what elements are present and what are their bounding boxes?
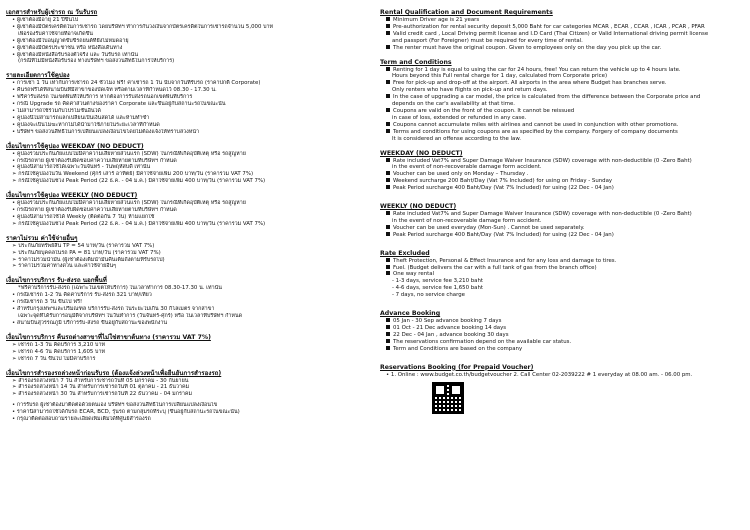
square-bullet-icon [386,31,390,35]
spacer [380,52,742,56]
line-text: ราคานี้สามารถใช้ได้กับรถ ECAR, BCD, รุ่นรถ ตามกลุ่มรถที่ระบุ (ขึ้นอยู่กับสถานะรถในขณะนั้น) [16,409,240,416]
line-text: and passport (For Foreigner) must be required for every time of rental. [392,37,583,44]
bullet-line [380,158,742,165]
bullet-line [380,346,742,353]
square-bullet-icon [386,158,390,162]
line-text: WEEKDAY (NO DEDUCT) [380,149,463,157]
arrow-bullet-icon: ➢ [12,178,19,185]
square-bullet-icon [386,211,390,215]
line-text: Free for pick-up and drop-off at the airport. All airports in the area where Budget has branches serve. [393,80,667,87]
arrow-bullet-icon: ➢ [12,249,19,256]
arrow-bullet-icon: ➢ [12,391,19,398]
thai-terms-column [6,6,368,423]
bullet-dot-icon: • [12,409,17,416]
square-bullet-icon [386,94,390,98]
line-text: ผู้เช่าต้องมีอายุ 21 ปีขึ้นไป [16,17,79,23]
line-text: คูปองรวมประกันภัยแบบไม่มีค่าความเสียหายส่วนแรก (SDW) ในกรณีที่เกิดอุบัติเหตุ หรือ รถสูญหาย [16,200,246,207]
section-heading [6,277,368,285]
spacer [6,65,368,69]
arrow-bullet-icon: ➢ [12,242,19,249]
section-heading [380,203,742,211]
line-text: กรณีใช้คูปองในวัน Weekend (ศุกร์ เสาร์ อาทิตย์) มีค่าใช้จ่ายเพิ่ม 200 บาท/วัน (ราคารวม VAT 7%) [18,171,254,178]
line-text: The renter must have the original coupon. Given to employees only on the day you pick up the car. [393,44,662,51]
square-bullet-icon [386,271,390,275]
line-text: It is considered an offense according to the law. [392,135,521,142]
spacer [6,270,368,274]
continuation-line [380,285,742,292]
line-text: กรณีรถหาย ผู้เช่าต้องรับผิดชอบค่าความเสียหายตามที่บริษัทฯ กำหนด [16,157,177,164]
bullet-line [6,263,368,270]
line-text: กรุณาติดต่อสอบถามรายละเอียดเพิ่มเติมได้ที่ศูนย์สำรองรถ [16,416,151,423]
square-bullet-icon [386,24,390,28]
bullet-line [6,17,368,24]
bullet-line [380,67,742,74]
bullet-line [380,108,742,115]
line-text: Coupons are valid on the front of the coupon. It cannot be reissued [393,107,575,114]
bullet-dot-icon: • [12,23,17,30]
line-text: Weekend surcharge 200 Baht/Day (Vat 7% Included) for using on Friday - Sunday [393,178,613,185]
line-text: in the event of non-recoverable damage form accident. [392,164,542,171]
bullet-line [6,38,368,45]
bullet-line [6,299,368,306]
line-text: การเช่า 1 วัน เท่ากับการเช่ารถ 24 ชั่วโมง ฟรี! ค่าเช่ารถ 1 วัน นับจากวันที่รับรถ (ราคาปกติ Corporate) [16,80,261,87]
continuation-line [380,38,742,45]
bullet-line [380,325,742,332]
spacer [6,363,368,367]
line-text: คืนรถฟรีได้ที่สนามบินที่มีสาขาของบัดเจ็ท หรือตามเวลาที่กำหนดไว้ 08.30 - 17.30 น. [16,87,217,94]
continuation-line [6,285,368,292]
square-bullet-icon [386,178,390,182]
bullet-line [6,108,368,115]
line-text: เงื่อนไขการใช้คูปอง WEEKDAY (NO DEDUCT) [6,142,144,150]
square-bullet-icon [386,129,390,133]
continuation-line [380,87,742,94]
section-heading [6,235,368,243]
continuation-line [380,101,742,108]
arrow-bullet-icon: ➢ [12,341,19,348]
arrow-bullet-icon: ➢ [12,263,19,270]
line-text: การรับรถ ผู้เช่าต้องมาติดต่อด้วยตนเอง บริษัทฯ ขอสงวนสิทธิ์ในการเปลี่ยนแปลงเงื่อนไข [16,402,218,409]
bullet-dot-icon: • [12,94,17,101]
section-heading [380,9,742,17]
line-text: 1. Online : www.budget.co.th/budgetvoucher 2. Call Center 02-2039222 # 1 everyday at 08.00 am. - 06.00 pm. [390,371,693,378]
bullet-dot-icon: • [12,200,17,207]
arrow-bullet-icon: ➢ [12,220,19,227]
bullet-line [6,129,368,136]
spacer [380,143,742,147]
line-text: in case of loss, extended or refunded in any case. [392,114,527,121]
bullet-line [6,178,368,185]
line-text: WEEKLY (NO DEDUCT) [380,203,457,211]
line-text: Voucher can be used everyday (Mon-Sun) . Cannot be used separately. [393,224,585,231]
line-text: เช่ารถ 7 วัน ขึ้นไป ไม่มีค่าบริการ [18,355,96,362]
section-heading [6,143,368,151]
line-text: คูปองนี้สามารถใช้ได้ Weekly (ติดต่อกัน 7 วัน) ห้ามแยกใช้ [16,213,155,220]
bullet-line [380,31,742,38]
bullet-line [380,178,742,185]
bullet-dot-icon: • [12,164,17,171]
bullet-line [6,356,368,363]
line-text: Terms and conditions for using coupons are as specified by the company. Forgery of company documents [393,128,678,135]
spacer [380,196,742,200]
bullet-line [6,207,368,214]
square-bullet-icon [386,108,390,112]
line-text: คูปองรวมประกันภัยแบบไม่มีค่าความเสียหายส่วนแรก (SDW) ในกรณีที่เกิดอุบัติเหตุ หรือ รถสูญหาย [16,150,246,157]
bullet-line [6,200,368,207]
line-text: เงื่อนไขการบริการ รับ-ส่งรถ นอกพื้นที่ [6,277,107,285]
bullet-line [380,265,742,272]
line-text: 22 Dec - 04 Jan , advance booking 30 days [393,331,509,338]
continuation-line [380,164,742,171]
continuation-line [380,278,742,285]
bullet-dot-icon: • [12,44,17,51]
section-heading [380,364,742,372]
section-heading [6,370,368,378]
continuation-line [6,313,368,320]
arrow-bullet-icon: ➢ [12,377,19,384]
line-text: คูปองนี้สามารถใช้ได้เฉพาะวันจันทร์ - วันพฤหัสบดี เท่านั้น [16,164,151,171]
bullet-line [6,409,368,416]
line-text: Rental Qualification and Document Requirements [380,9,553,16]
bullet-dot-icon: • [12,128,17,135]
bullet-dot-icon: • [12,114,17,121]
spacer [6,136,368,140]
bullet-line [380,339,742,346]
line-text: กรณีเช่ารถ 3 วัน ขึ้นไป ฟรี! [16,299,83,306]
square-bullet-icon [386,225,390,229]
bullet-line [6,87,368,94]
line-text: เอกสารสำหรับผู้เช่ารถ ณ วันรับรถ [6,9,98,16]
bullet-line [6,80,368,87]
spacer [380,303,742,307]
square-bullet-icon [386,346,390,350]
line-text: Voucher can be used only on Monday – Thursday . [393,171,529,178]
line-text: ผู้เช่าต้องมีใบอนุญาตขับขี่รถยนต์ที่ยังไม่หมดอายุ [16,37,129,44]
section-heading [380,250,742,258]
bullet-line [380,17,742,24]
line-text: กรณีใช้คูปองในช่วง Peak Period (22 ธ.ค. - 04 ม.ค.) มีค่าใช้จ่ายเพิ่ม 400 บาท/วัน (ราคารวม VAT 7%) [18,220,266,227]
line-text: ฟรีค่ารับส่งรถ ในเขตพื้นที่ให้บริการ หากต้องการรับส่งรถนอกเขตพื้นที่บริการ [16,94,193,101]
bullet-line [6,164,368,171]
bullet-line [6,391,368,398]
line-text: เช่ารถ 4-6 วัน คิดบริการ 1,605 บาท [18,348,106,355]
continuation-line [380,136,742,143]
bullet-line [380,171,742,178]
bullet-dot-icon: • [12,319,17,326]
continuation-line [380,292,742,299]
bullet-line [6,151,368,158]
line-text: Theft Protection, Personal & Effect Insurance and for any loss and damage to tires. [393,257,617,264]
line-text: ผู้เช่าต้องมีบัตรประชาชน หรือ หนังสือเดินทาง [16,44,123,51]
square-bullet-icon [386,339,390,343]
bullet-line [380,185,742,192]
line-text: ราคาไม่รวมค่าทางด่วน และค่าใช้จ่ายอื่นๆ [18,263,117,270]
continuation-line [380,73,742,80]
spacer [6,327,368,331]
line-text: Pre-authorization for rental security deposit 5,000 Baht for car categories MCAR , ECAR , CCAR , ICAR , PCAR , PFAR [393,23,705,30]
line-text: เงื่อนไขการสำรองรถล่วงหน้าก่อนรับรถ (ต้องแจ้งล่วงหน้าเพื่อยืนยันการสำรองรถ) [6,369,222,377]
bullet-dot-icon: • [12,80,17,87]
line-text: Hours beyond this Full rental charge for 1 day, calculated from Corporate price) [392,73,608,80]
line-text: ราคาไม่รวมน้ำมัน (ผู้เช่าต้องเติมน้ำมันคืนเต็มถังตามที่รับรถไป) [18,256,165,263]
bullet-line [380,211,742,218]
bullet-line [6,292,368,299]
bullet-line [380,258,742,265]
line-text: ราคาไม่รวม ค่าใช้จ่ายอื่นๆ [6,234,78,242]
line-text: รายละเอียดการใช้คูปอง [6,72,70,80]
line-text: สนามบินสุวรรณภูมิ บริการรับ-ส่งรถ ขึ้นอยู่กับสถานะของพนักงาน [16,319,168,326]
continuation-line [6,58,368,65]
bullet-line [380,225,742,232]
square-bullet-icon [386,80,390,84]
line-text: - 1-3 days, service fee 3,210 baht [392,278,483,285]
bullet-line [6,342,368,349]
line-text: สำรองรถล่วงหน้า 7 วัน สำหรับการเช่ารถวันที่ 05 มกราคม - 30 กันยายน [18,377,189,384]
bullet-line [380,94,742,101]
line-text: บริษัทฯ ขอสงวนสิทธิ์ในการเปลี่ยนแปลงเงื่อนไขโดยไม่ต้องแจ้งให้ทราบล่วงหน้า [16,128,200,135]
bullet-line [6,257,368,264]
line-text: กรณีเช่ารถ 1-2 วัน คิดค่าบริการ รับ-ส่งรถ 321 บาท/เที่ยว [16,292,152,299]
bullet-line [6,115,368,122]
line-text: Rate included Vat7% and Super Damage Waiver Insurance (SDW) coverage with non-deductible (0 -Zero Baht) [393,211,692,218]
bullet-dot-icon: • [12,17,17,23]
bullet-line [6,221,368,228]
section-heading [380,150,742,158]
arrow-bullet-icon: ➢ [12,384,19,391]
spacer [380,243,742,247]
bullet-line [380,24,742,31]
continuation-line [380,115,742,122]
bullet-dot-icon: • [12,121,17,128]
square-bullet-icon [386,45,390,49]
line-text: เช่ารถ 1-3 วัน คิดบริการ 3,210 บาท [18,341,106,348]
square-bullet-icon [386,265,390,269]
bullet-dot-icon: • [12,306,17,313]
line-text: 01 Oct - 21 Dec advance booking 14 days [393,325,507,331]
line-text: One way rental [393,271,435,278]
bullet-line [6,402,368,409]
spacer [6,228,368,232]
section-heading [380,59,742,67]
line-text: Minimum Driver age is 21 years [393,17,480,23]
line-text: 05 Jan - 30 Sep advance booking 7 days [393,318,502,325]
spacer [380,357,742,361]
line-text: Coupons cannot accumulate miles with airlines and cannot be used in conjunction with other promotions. [393,121,679,128]
line-text: depends on the car's availability at that time. [392,101,516,108]
bullet-dot-icon: • [12,51,17,58]
arrow-bullet-icon: ➢ [12,355,19,362]
bullet-line [6,349,368,356]
square-bullet-icon [386,17,390,21]
arrow-bullet-icon: ➢ [12,256,19,263]
line-text: Peak Period surcharge 400 Baht/Day (Vat 7% Included) for using (22 Dec - 04 Jan) [393,185,614,192]
bullet-line [380,332,742,339]
continuation-line [380,218,742,225]
bullet-line [380,372,742,379]
bullet-line [380,129,742,136]
bullet-dot-icon: • [12,150,17,157]
bullet-dot-icon: • [12,37,17,44]
bullet-dot-icon: • [12,101,17,108]
bullet-dot-icon: • [12,157,17,164]
bullet-line [6,52,368,59]
bullet-line [6,101,368,108]
line-text: Only renters who have flights on pick-up and return days. [392,87,548,94]
bullet-line [6,171,368,178]
arrow-bullet-icon: ➢ [12,348,19,355]
square-bullet-icon [386,171,390,175]
bullet-line [6,24,368,31]
bullet-dot-icon: • [12,292,17,299]
bullet-line [6,45,368,52]
line-text: ผู้เช่าต้องมีหนังสือรับรองตัวจริง และ วันรับรถ เท่านั้น [16,51,139,58]
bullet-line [6,384,368,391]
bullet-dot-icon: • [12,107,17,114]
line-text: in the event of non-recoverable damage form accident. [392,217,542,224]
square-bullet-icon [386,325,390,329]
square-bullet-icon [386,332,390,336]
line-text: ผู้เช่าต้องมีบัตรเครดิตในการเช่ารถ โดยบริษัทฯ ทำการกันวงเงินจากบัตรเครดิตในการเช่ารถจำนวน 5,000 บาท [16,23,274,30]
line-text: (กรณีที่ไม่มีหนังสือรับรอง ทางบริษัทฯ ขอสงวนสิทธิ์ในการให้บริการ) [18,58,175,65]
line-text: ประกันภัยบุคคลในรถ PA = 81 บาท/วัน (ราคารวม VAT 7%) [18,249,161,256]
square-bullet-icon [386,67,390,71]
square-bullet-icon [386,318,390,322]
line-text: เฉพาะจุดที่ได้รับการอนุมัติจากบริษัทฯ ในวันทำการ (วันจันทร์-ศุกร์) หรือ ในเวลาที่บริษัทฯ กำหนด [18,313,243,319]
line-text: Reservations Booking (for Prepaid Voucher) [380,363,534,371]
line-text: สำรองรถล่วงหน้า 30 วัน สำหรับการเช่ารถวันที่ 22 ธันวาคม - 04 มกราคม [18,391,193,398]
line-text: เพื่อรองรับค่าใช้จ่ายที่อาจเกิดขึ้น [18,30,93,37]
bullet-line [380,80,742,87]
line-text: กรณี Upgrade รถ คิดค่าส่วนต่างของราคา Corporate และขึ้นอยู่กับสถานะรถในขณะนั้น [16,101,226,108]
bullet-line [6,94,368,101]
line-text: Fuel. (Budget delivers the car with a full tank of gas from the branch office) [393,264,597,271]
bullet-line [380,122,742,129]
line-text: Term and Conditions [380,58,452,66]
line-text: Rate Excluded [380,249,430,257]
bullet-dot-icon: • [12,416,17,423]
bullet-line [6,214,368,221]
bullet-dot-icon: • [12,402,17,409]
square-bullet-icon [386,232,390,236]
bullet-line [6,306,368,313]
line-text: เงื่อนไขการใช้คูปอง WEEKLY (NO DEDUCT) [6,192,138,200]
spacer [6,185,368,189]
bullet-line [380,45,742,52]
section-heading [6,9,368,17]
qr-code-icon [432,382,464,414]
bullet-dot-icon: • [12,213,17,220]
line-text: ประกันภัยทรัพย์สิน TP = 54 บาท/วัน (ราคารวม VAT 7%) [18,242,155,249]
line-text: กรณีใช้คูปองในช่วง Peak Period (22 ธ.ค. - 04 ม.ค.) มีค่าใช้จ่ายเพิ่ม 400 บาท/วัน (ราคารวม VAT 7%) [18,178,266,185]
bullet-line [6,416,368,423]
continuation-line [6,31,368,38]
bullet-line [380,318,742,325]
bullet-line [6,320,368,327]
bullet-dot-icon: • [386,371,391,378]
line-text: คูปองจะเป็นโมฆะหากไม่ได้นำมาใช้ภายในระยะเวลาที่กำหนด [16,121,160,128]
bullet-dot-icon: • [12,299,17,306]
line-text: Renting for 1 day is equal to using the car for 24 hours, free! You can return the vehicle up to 4 hours late. [393,66,681,73]
line-text: Peak Period surcharge 400 Baht/Day (Vat 7% Included) for using (22 Dec - 04 Jan) [393,231,614,238]
line-text: - 7 days, no service charge [392,292,465,299]
section-heading [6,72,368,80]
bullet-line [6,250,368,257]
square-bullet-icon [386,122,390,126]
bullet-line [6,243,368,250]
line-text: - 4-6 days, service fee 1,650 baht [392,285,483,292]
square-bullet-icon [386,258,390,262]
bullet-dot-icon: • [12,87,17,94]
square-bullet-icon [386,185,390,189]
line-text: *ฟรีค่าบริการรับ-ส่งรถ (เฉพาะในเขตให้บริการ) ในเวลาทำการ 08.30-17.30 น. เท่านั้น [18,285,222,292]
bullet-dot-icon: • [12,207,17,214]
line-text: Term and Conditions are based on the company [393,345,523,352]
line-text: Rate included Vat7% and Super Damage Waiver Insurance (SDW) coverage with non-deductible (0 -Zero Baht) [393,157,692,164]
line-text: In the case of upgrading a car model, the price is calculated from the difference between the Corporate price and [393,94,701,101]
line-text: สำหรับกรุงเทพฯและปริมณฑล บริการรับ-ส่งรถ ในระยะไม่เกิน 30 กิโลเมตร จากสาขา [16,306,215,313]
bullet-line [6,122,368,129]
arrow-bullet-icon: ➢ [12,171,19,178]
line-text: คูปองนี้ไม่สามารถแลกเปลี่ยนเป็นเงินสดได้ และห้ามทำซ้ำ [16,114,150,121]
bullet-line [6,378,368,385]
bullet-line [6,158,368,165]
english-terms-column [380,6,742,414]
line-text: เงื่อนไขการบริการ คืนรถต่างสาขาที่ไม่ใช่สาขาต้นทาง (ราคารวม VAT 7%) [6,333,211,341]
line-text: ไม่สามารถใช้ร่วมกับโปรโมชั่นอื่นได้ [16,107,101,114]
line-text: Advance Booking [380,310,441,318]
bullet-line [380,232,742,239]
bullet-line [380,271,742,278]
line-text: Valid credit card , Local Driving permit license and I.D Card (Thai Citizen) or Valid International driving permit license [393,30,709,37]
line-text: The reservations confirmation depend on the available car status. [393,338,572,345]
section-heading [6,334,368,342]
line-text: กรณีรถหาย ผู้เช่าต้องรับผิดชอบค่าความเสียหายตามที่บริษัทฯ กำหนด [16,207,177,214]
line-text: สำรองรถล่วงหน้า 14 วัน สำหรับการเช่ารถวันที่ 01 ตุลาคม - 21 ธันวาคม [18,384,190,391]
section-heading [6,192,368,200]
section-heading [380,310,742,318]
